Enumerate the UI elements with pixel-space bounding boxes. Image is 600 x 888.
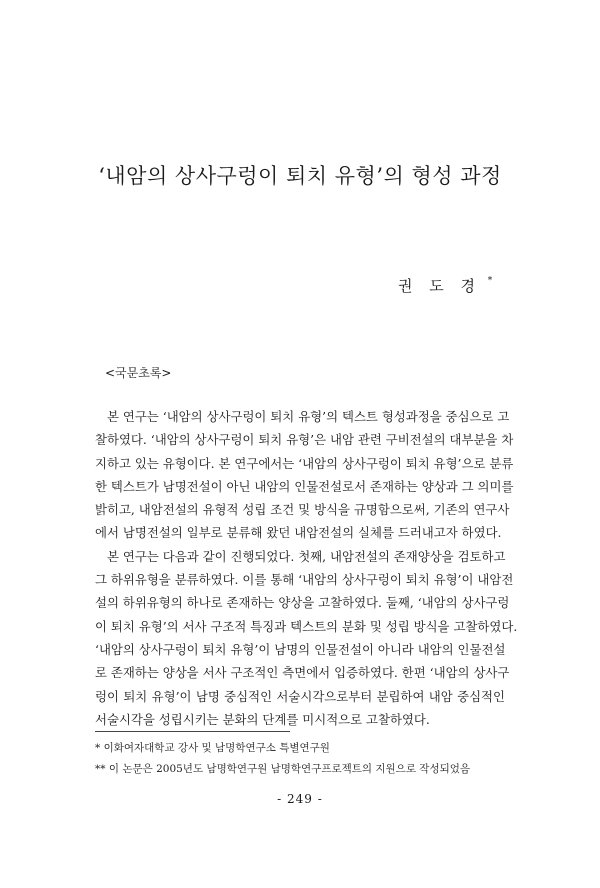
- abstract-line: 본 연구는 ‘내암의 상사구렁이 퇴치 유형’의 텍스트 형성과정을 중심으로 고: [107, 409, 510, 424]
- abstract-line: 밝히고, 내암전설의 유형적 성립 조건 및 방식을 규명함으로써, 기존의 연구사: [95, 502, 510, 518]
- abstract-line: 찰하였다. ‘내암의 상사구렁이 퇴치 유형’은 내암 관련 구비전설의 대부분을 차: [95, 432, 514, 448]
- abstract-line: 설의 하위유형의 하나로 존재하는 양상을 고찰하였다. 둘째, ‘내암의 상사구렁: [95, 595, 510, 611]
- author-name: 권 도 경: [398, 277, 482, 295]
- author-byline: [398, 275, 492, 296]
- footnote-author-affiliation: * 이화여자대학교 강사 및 남명학연구소 특별연구원: [95, 742, 330, 754]
- abstract-line: ‘내암의 상사구렁이 퇴치 유형’이 남명의 인물전설이 아니라 내암의 인물전설: [95, 641, 506, 657]
- page-number: - 249 -: [277, 792, 323, 806]
- author-footnote-mark: *: [487, 276, 493, 286]
- footnote-divider: [95, 731, 290, 732]
- abstract-line: 한 텍스트가 남명전설이 아닌 내암의 인물전설로서 존재하는 양상과 그 의미를: [95, 478, 514, 494]
- footnote-funding: ** 이 논문은 2005년도 남명학연구원 남명학연구프로젝트의 지원으로 작성되었음: [95, 763, 471, 775]
- abstract-heading: <국문초록>: [105, 366, 172, 380]
- abstract-line: 지하고 있는 유형이다. 본 연구에서는 ‘내암의 상사구렁이 퇴치 유형’으로 분류: [95, 455, 514, 471]
- abstract-line: 로 존재하는 양상을 서사 구조적인 측면에서 입증하였다. 한편 ‘내암의 상사구: [95, 665, 510, 681]
- abstract-line: 이 퇴치 유형’의 서사 구조적 특징과 텍스트의 분화 및 성립 방식을 고찰하였다.: [95, 618, 518, 634]
- paper-title: ‘내암의 상사구렁이 퇴치 유형’의 형성 과정: [98, 164, 502, 188]
- abstract-line: 렁이 퇴치 유형’이 남명 중심적인 서술시각으로부터 분립하여 내암 중심적인: [95, 688, 505, 704]
- abstract-body: [95, 405, 518, 731]
- abstract-line: 서술시각을 성립시키는 분화의 단계를 미시적으로 고찰하였다.: [95, 711, 430, 727]
- abstract-line: 에서 남명전설의 일부로 분류해 왔던 내암전설의 실체를 드러내고자 하였다.: [95, 525, 502, 541]
- abstract-line: 본 연구는 다음과 같이 진행되었다. 첫째, 내암전설의 존재양상을 검토하고: [107, 548, 506, 564]
- abstract-line: 그 하위유형을 분류하였다. 이를 통해 ‘내암의 상사구렁이 퇴치 유형’이 내암전: [95, 572, 514, 588]
